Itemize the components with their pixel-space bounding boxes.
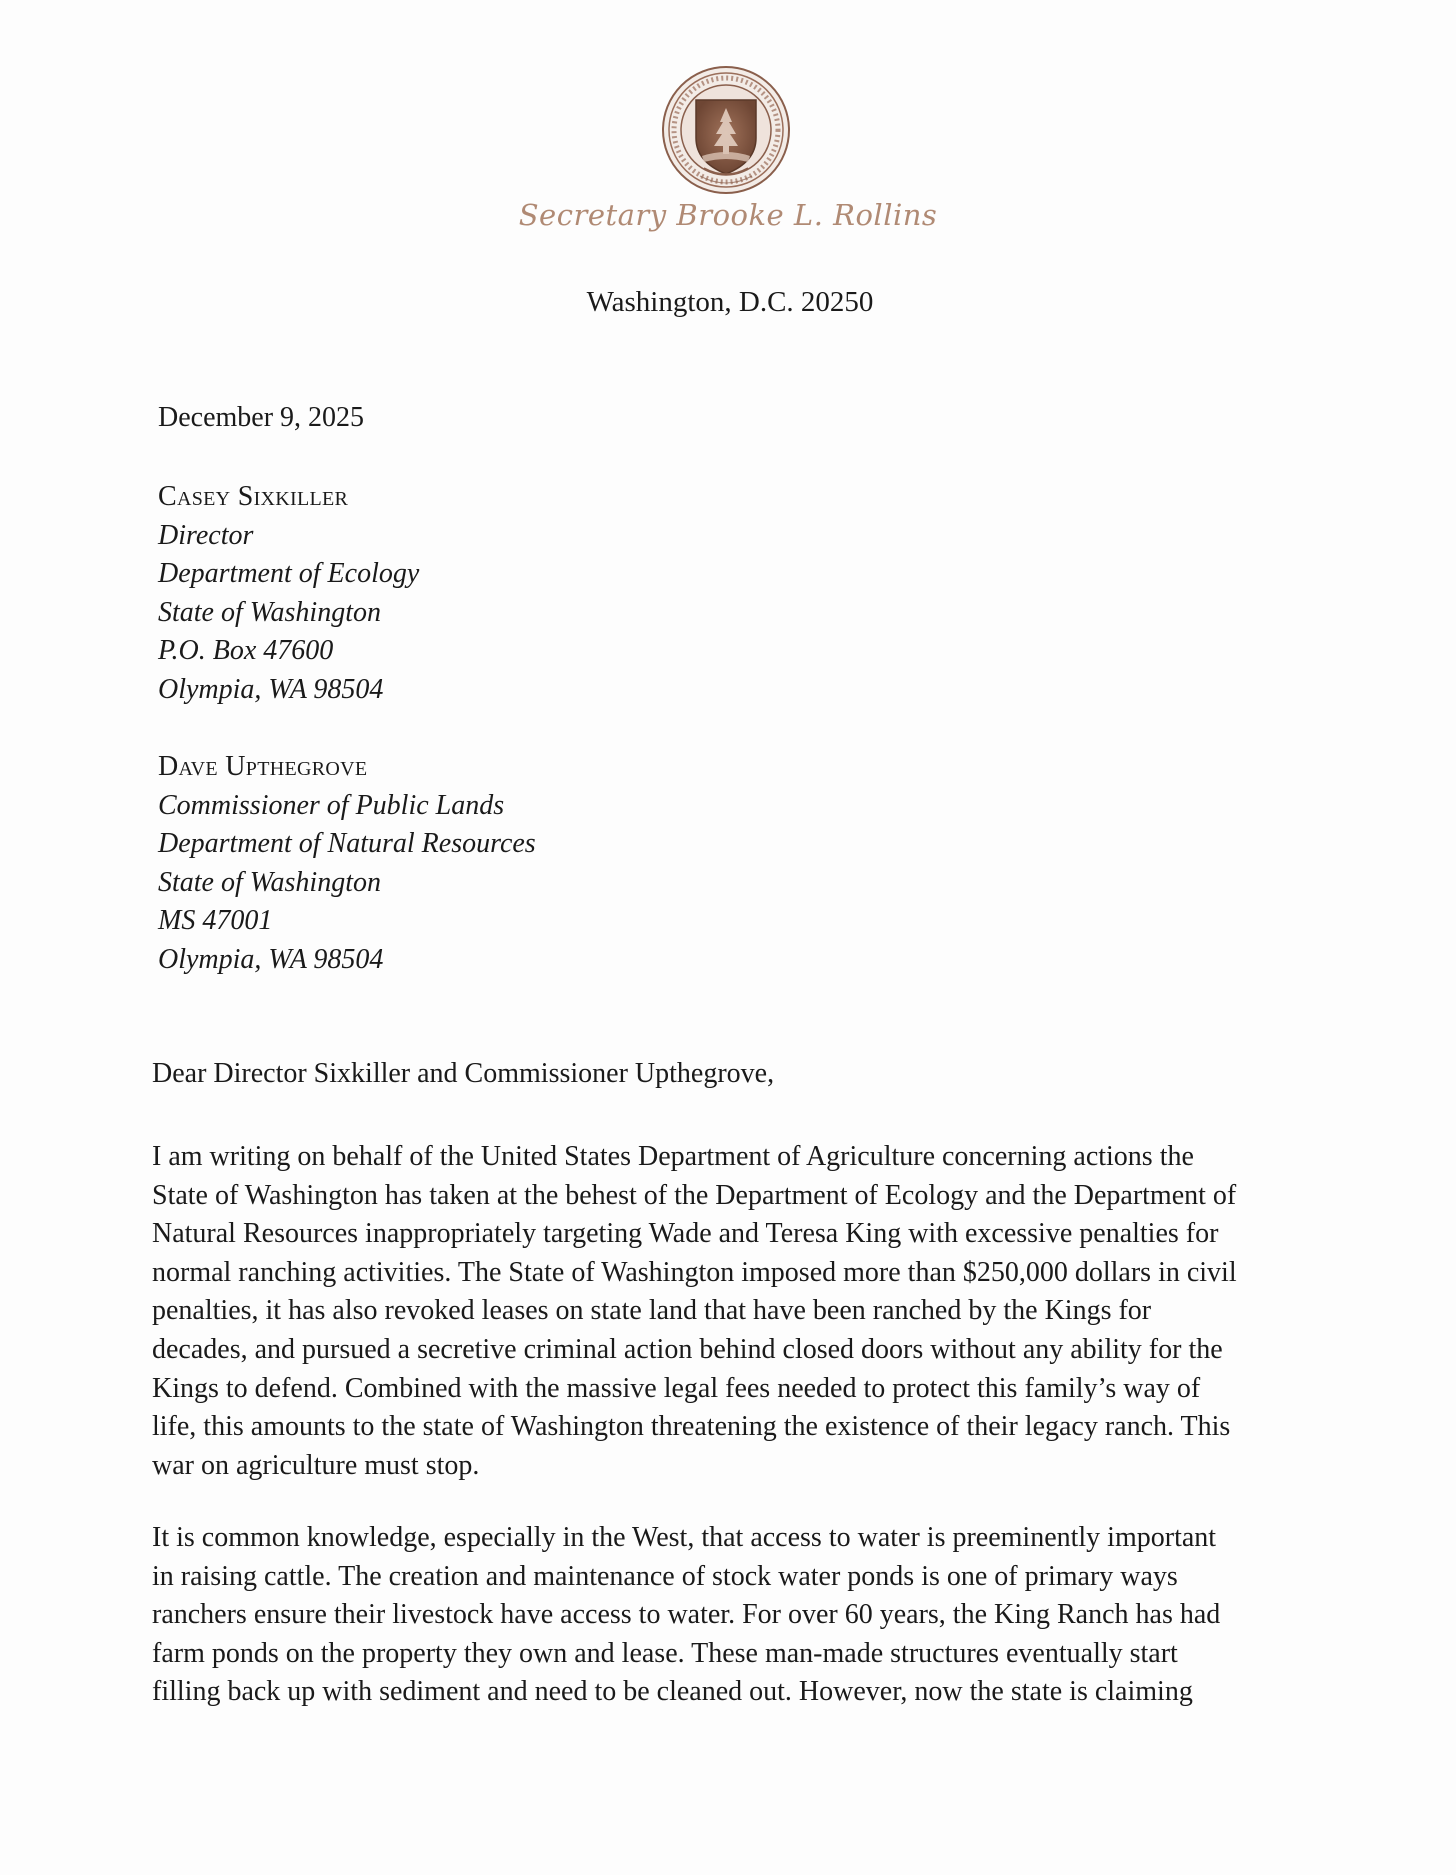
letter-date: December 9, 2025 — [158, 402, 365, 433]
paragraph-line: State of Washington has taken at the behest of the Department of Ecology and the Department of — [152, 1179, 1237, 1211]
paragraph-line: normal ranching activities. The State of Washington imposed more than $250,000 dollars in civil — [152, 1256, 1237, 1288]
paragraph-line: farm ponds on the property they own and lease. These man-made structures eventually start — [152, 1637, 1178, 1669]
body-paragraph-1 — [152, 1138, 1292, 1485]
paragraph-line: Kings to defend. Combined with the massive legal fees needed to protect this family’s way of — [152, 1372, 1201, 1404]
recipient-title: Commissioner of Public Lands — [158, 789, 505, 821]
recipient-city: Olympia, WA 98504 — [158, 673, 384, 705]
letterhead-location: Washington, D.C. 20250 — [586, 286, 874, 318]
department-seal-icon — [660, 64, 792, 196]
paragraph-line: penalties, it has also revoked leases on state land that have been ranched by the Kings for — [152, 1295, 1152, 1327]
recipient-name: Dave Upthegrove — [158, 751, 368, 782]
recipient-city: Olympia, WA 98504 — [158, 943, 384, 975]
paragraph-line: It is common knowledge, especially in the West, that access to water is preeminently important — [152, 1522, 1217, 1553]
paragraph-line: decades, and pursued a secretive criminal action behind closed doors without any ability for the — [152, 1333, 1223, 1365]
body-paragraph-2 — [152, 1519, 1292, 1712]
recipient-address-1 — [158, 478, 419, 709]
recipient-department: Department of Ecology — [158, 558, 420, 589]
recipient-title: Director — [158, 519, 254, 551]
paragraph-line: I am writing on behalf of the United States Department of Agriculture concerning actions the — [152, 1141, 1194, 1172]
recipient-state: State of Washington — [158, 866, 381, 898]
letterhead-title: Secretary Brooke L. Rollins — [518, 198, 938, 232]
recipient-box: P.O. Box 47600 — [158, 635, 334, 666]
recipient-state: State of Washington — [158, 596, 381, 628]
paragraph-line: in raising cattle. The creation and maintenance of stock water ponds is one of primary ways — [152, 1560, 1178, 1592]
paragraph-line: life, this amounts to the state of Washington threatening the existence of their legacy ranch. This — [152, 1411, 1231, 1443]
paragraph-line: filling back up with sediment and need to be cleaned out. However, now the state is claiming — [152, 1676, 1193, 1708]
recipient-name: Casey Sixkiller — [158, 481, 349, 512]
recipient-address-2 — [158, 748, 536, 979]
salutation: Dear Director Sixkiller and Commissioner Upthegrove, — [152, 1058, 775, 1089]
paragraph-line: Natural Resources inappropriately targeting Wade and Teresa King with excessive penalties for — [152, 1218, 1219, 1250]
recipient-box: MS 47001 — [158, 905, 273, 936]
paragraph-line: war on agriculture must stop. — [152, 1449, 480, 1481]
recipient-department: Department of Natural Resources — [158, 828, 536, 859]
paragraph-line: ranchers ensure their livestock have access to water. For over 60 years, the King Ranch has had — [152, 1599, 1221, 1631]
